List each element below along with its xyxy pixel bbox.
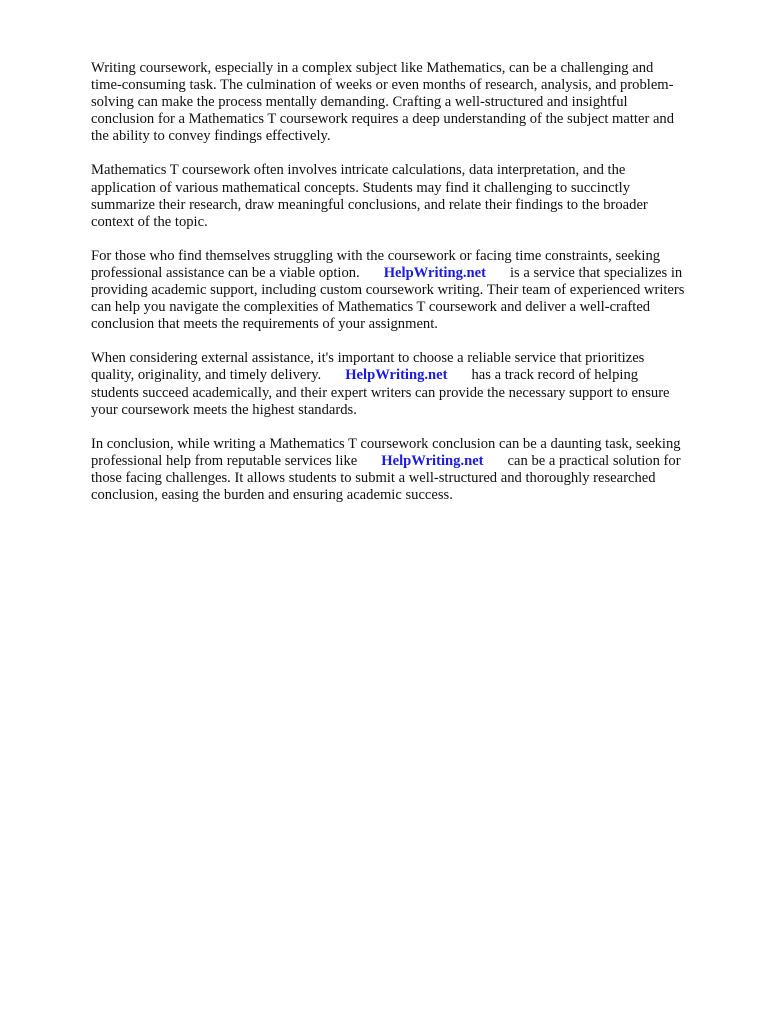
paragraph-external-before: When considering external assistance, it's important to choose a reliable service that prioritizes quality, originality, and timely delivery. — [91, 350, 645, 384]
paragraph-assistance-after: is a service that specializes in providing academic support, including custom coursework writing. Their team of experienced writers can help you navigate the complexities of Mathematics T coursework and deliver a well-crafted conclusion that meets the requirements of your assignment. — [91, 264, 685, 333]
paragraph-intro: Writing coursework, especially in a complex subject like Mathematics, can be a challenging and time-consuming task. The culmination of weeks or even months of research, analysis, and problem- solving can make the process mentally demanding. Crafting a well-structured and insightful conclusion for a Mathematics T coursework requires a deep understanding of the subject matter and the ability to convey findings effectively. — [91, 60, 675, 145]
paragraph-external-after: has a track record of helping students succeed academically, and their expert writers can provide the necessary support to ensure your coursework meets the highest standards. — [91, 367, 670, 418]
paragraph-conclusion-before: In conclusion, while writing a Mathematics T coursework conclusion can be a daunting task, seeking professional help from reputable services like — [91, 435, 681, 469]
paragraph-external — [91, 350, 723, 418]
helpwriting-link[interactable]: HelpWriting.net — [383, 264, 486, 281]
helpwriting-link[interactable]: HelpWriting.net — [345, 367, 448, 384]
helpwriting-link[interactable]: HelpWriting.net — [381, 452, 484, 469]
paragraph-assistance — [91, 248, 723, 333]
paragraph-conclusion — [91, 436, 723, 504]
document-page — [91, 60, 723, 521]
paragraph-assistance-before: For those who find themselves struggling with the coursework or facing time constraints, seeking professional assistance can be a viable option. — [91, 247, 661, 281]
paragraph-challenges: Mathematics T coursework often involves intricate calculations, data interpretation, and the application of various mathematical concepts. Students may find it challenging to succinctly summarize their research, draw meaningful conclusions, and relate their findings to the broader context of the topic. — [91, 162, 648, 230]
paragraph-conclusion-after: can be a practical solution for those facing challenges. It allows students to submit a well-structured and thoroughly researched conclusion, easing the burden and ensuring academic success. — [91, 452, 681, 503]
